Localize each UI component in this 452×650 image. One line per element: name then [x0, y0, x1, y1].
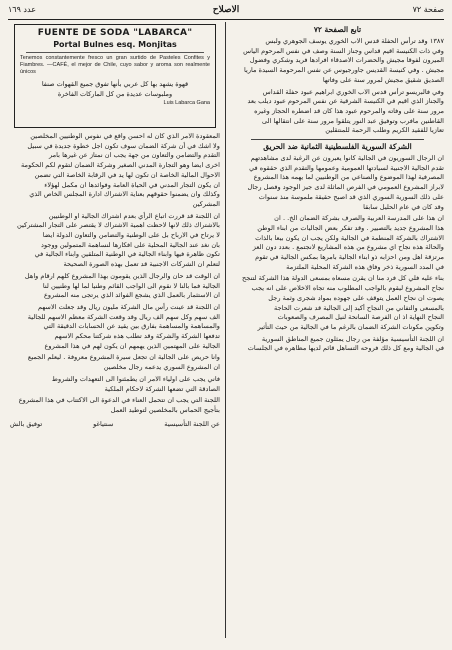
signatory-name: توفيق بالش: [10, 419, 43, 428]
paragraph: والحالة هذه نجاح اي مشروع من هذه المشاريع لانجتمع . بعدد دون العز: [252, 243, 444, 252]
paragraph: الجالية على المهتمين الذين يهمهم ان يكون لهم في هذا المشروع: [44, 341, 220, 350]
paragraph: ان اللجنة قد عينت رأس مال الشركة مليون ريال وقد جعلت الاسهم: [38, 302, 220, 311]
paragraph: النجاح النهاية اذ ان الفرصة السانحة لنيل المصرف والصعوبات: [277, 313, 444, 322]
paragraph: لا يرتاح في الارباح بل على الوطنية والتضامن والتعاون الدولة ايضا: [42, 231, 220, 240]
paragraph: بالمسعى والتفاني من النجاح أكيد إلى الجالية قد شعرت الحاجة: [274, 303, 444, 312]
signature-row: [10, 419, 220, 429]
paragraph: بتأجيج الحماس بالمخلصين لتوطيد العمل: [110, 405, 220, 414]
paragraph: الف سهم وكل سهم الف ريال وقد وقعت الشركة معظم الاسهم للجالية: [27, 312, 220, 321]
paragraph: ان هذا على المدرسة العربية والصرف بشركة الضمان الخ. . ان: [274, 214, 444, 223]
paragraph: تدفعها الشركة والشركة وقد تطلب هذه شركتنا محكم الاسهم: [54, 332, 220, 341]
paragraph: تعازيا للفقيد الكريم وطلب الرحمة للمنتقلين: [325, 126, 444, 135]
paragraph: الاحوال المالية الخاصة ان تكون لها يد في الرقابة الخاصة التي تضمن: [34, 170, 220, 179]
paragraph: اخرى ايضا وهو التجارة المدني الصغير وشركة الضمان لتقوم لكم الحكومة: [21, 161, 220, 170]
paragraph: في المدد السورية ذخر وفاق هذه الشركة المحلية الملتزمة: [286, 262, 444, 271]
paragraph: وقد كان في عام الحليل سابقا: [363, 202, 444, 211]
paragraph: في الجالية ومع كل ذلك فروحه التساهل قائم لديها مظاهره في الجلسات: [247, 344, 444, 353]
paragraph: ان اللجنة التأسيسية مؤلفة من رجال يمثلون جميع المناطق السورية: [261, 334, 444, 343]
paragraph: وفي فالبريسو ترأس قدس الاب الخوري ابراهيم عبود حفلة القداس: [262, 87, 444, 96]
column-divider: [225, 22, 226, 638]
paragraph: بناء عليه فلي كل فرد منا ان يقرن مسعاه بمسعى الدولة هذا الشركة لتنجح: [242, 274, 444, 283]
paragraph: على ذلك السورية السوري الذي قد اصبح حقيقة ملموسة منذ سنوات: [258, 192, 444, 201]
paragraph: يصوت ان نجاح العمل يتوقف على جهوده بمواد شجرى وثمة رجل: [268, 293, 444, 302]
page-number: صفحة ٧٢: [412, 5, 444, 14]
ad-description: Tenemos constantemente fresco un gran surtido de Pasteles Confites y Fiambres. —CAFÉ, el mejor de Chile, cuyo sabor y aroma son realmente únicos: [20, 55, 210, 75]
article-memorials: [231, 37, 444, 136]
ad-signature: Luis Labarca Gana: [163, 100, 210, 106]
signatory-location: سنتياغو: [93, 419, 114, 428]
newspaper-name: الاصلاح: [212, 5, 240, 15]
paragraph: تقدم الجالية الاجنبية لسيادتها العمومية وعمومها والتقدم الذي حققوه في: [249, 163, 444, 172]
paragraph: تكون ظاهرة فيها وابناء الجالية في الوطنية المتلقين وابناء الجالية في: [34, 250, 220, 259]
signatory-org: عن اللجنة التأسيسية: [164, 419, 220, 428]
paragraph: بالاشتراك ذلك لانها لاحظت اهمية الاشتراك لا يقتصر على التجار المشتركين: [17, 221, 220, 230]
paragraph: التقدم والتضامن والتعاون من جهة يجب ان نمتاز عن غيرها بامر: [49, 151, 220, 160]
article-insurance-company: [231, 154, 444, 354]
paragraph: ولا اشك في أن شركة الضمان سوف تكون اجل خطوة جديدة في سبيل: [27, 141, 220, 150]
paragraph: مجيش . وفي كنيسة القديس جاورجيوس عن نفس المرحومة السيدة ماريا: [243, 66, 444, 75]
paragraph: وكذلك وان يضمنوا حقوقهم بعناية الاشتراك ادارة المجلس الخاص الذي: [29, 190, 220, 199]
issue-number: عدد ١٦٩: [8, 5, 36, 14]
paragraph: اللجنة التي يجب ان تتحمل العناء في الدعوة الى الاكتتاب في هذا المشروع: [18, 396, 220, 405]
paragraph: المصرفية لهذا الموضوع والصناعي من الوطنيين لما يهمه هذا المشروع: [253, 173, 444, 182]
paragraph: لتعلم ان الشركات الاجنبية قد تعمل بهذه الصورة الصحيحة: [63, 260, 220, 269]
paragraph: ١٣٨٧ وقد ترأس الحفلة قدس الاب الخوري يوسف الجوهري ولبس: [265, 37, 444, 45]
paragraph: هذا المشروع جديد بالتصيير . وقد تفكر بعض الجاليات من ابناء الوطن: [257, 223, 444, 232]
paragraph: ان الاستثمار بالعمل الذي يشجع الفوائد الذي يرتجى منه المشروع: [43, 291, 220, 300]
paragraph: الميرون لفوقا مجيش والحضرات الاصدقاء افرادها فريد وشكري وفضول: [249, 56, 444, 65]
page-header: [8, 4, 444, 18]
paragraph: ان المشروع السوري يدعمه رجال مخلصين: [103, 363, 220, 372]
continuation-heading: تابع الصفحة ٧٢: [313, 25, 362, 34]
paragraph: بان نغد عند الجالية المحلية على افكارها لنساهمة المتمولين ووجود: [41, 240, 220, 249]
section-divider: [251, 139, 424, 140]
paragraph: الصديق شقيق مجيش لمرور سنة على وفاتها: [322, 75, 444, 84]
paragraph: لابراز المشروع العمومي في الفرص الماثلة لدى جيز الوجود وفصل رجال: [247, 183, 444, 192]
ad-arabic-line-1: قهوة يشهد بها كل عربي بأنها تفوق جميع القهوات صنفا: [41, 80, 189, 88]
header-rule: [8, 19, 444, 20]
advertisement-box: [14, 24, 216, 128]
article-headline: الشركة السورية الفلسطينية الثمانية ضد الحريق: [263, 142, 412, 152]
paragraph: ان يكون التجار المدني في الحياة العامة وفوائدها ان مكمل لهؤلاء: [44, 180, 220, 189]
paragraph: الجالية فما بالنا لا نقوم الى الواجب القائم وطنيا لما لها وطنيين لنا: [42, 281, 220, 290]
paragraph: نجاح المشروع ليقوم بالواجب المطلوب منه تجاه الاخلاص على انه يجب: [251, 284, 444, 293]
paragraph: ان الوقت قد حان والرجال الذين يقومون بهذا المشروع كلهم ارقام واهل: [24, 271, 220, 280]
paragraph: المشركين: [192, 199, 220, 208]
paragraph: وفي ذات الكنيسة اقيم قداس وجناز السنة وصف في نفس المرحوم الياس: [243, 46, 444, 55]
paragraph: مرتزقة اهل ومن احزابه ذو ابناء الجالية بامرها بمكس الجالية في تقوم: [255, 253, 444, 262]
ad-title: FUENTE DE SODA "LABARCA": [37, 28, 193, 38]
paragraph: وانا حريص على الجالية ان تجعل سيرة المشروع معروفة . ليعلم الجميع: [27, 353, 220, 362]
paragraph: الاشتراك بالشركة المنطمة في الجالية ولكن يجب ان يكون بيعا بالذات: [255, 233, 444, 242]
paragraph: المعقودة الامر الذي كان له احسن واقع في نفوس الوطنيين المخلصين: [30, 132, 220, 140]
paragraph: ان اللجنة قد قررت اتباع الرأي بعدم اشتراك الجالية او الوطنيين: [48, 211, 220, 220]
ad-address: Portal Bulnes esq. Monjitas: [26, 39, 204, 53]
paragraph: والمساهمة والمساهمة بفارق بين يقيد عن الحسابات الدقيقة التي: [43, 322, 220, 331]
paragraph: مرور سنة على وفاته والمرحوم عبود هذا كان قد اضطره الحجاز وغيره: [254, 106, 444, 115]
paragraph: الصادقة التي تضعها الشركة لاحكام الملكية: [104, 384, 220, 393]
paragraph: فاني يجب على اولياء الامر ان يطمئنوا الى التعهدات والشروط: [51, 374, 220, 383]
left-column: [10, 132, 220, 638]
paragraph: والجناز الذي اقيم في الكنيسة الشرقية عن نفس المرحوم عبود ديلب بعد: [247, 97, 444, 106]
paragraph: القاطنين مافرب وتوفيق عبد النور يتلقوا مرور سنة على انتقالها الى: [262, 116, 444, 125]
right-column: [231, 24, 444, 638]
paragraph: وتكوين مكونات الشركة الضمان بالرغم ما في الجالية من حيث التأثير: [257, 322, 444, 331]
paragraph: ان الرجال السوريون في الجالية كانوا يعبرون عن الرغبة لدى مشاهدتهم: [250, 154, 444, 163]
ad-arabic-line-2: وملبوسات عديدة من كل الماركات الفاخرة: [57, 90, 173, 98]
